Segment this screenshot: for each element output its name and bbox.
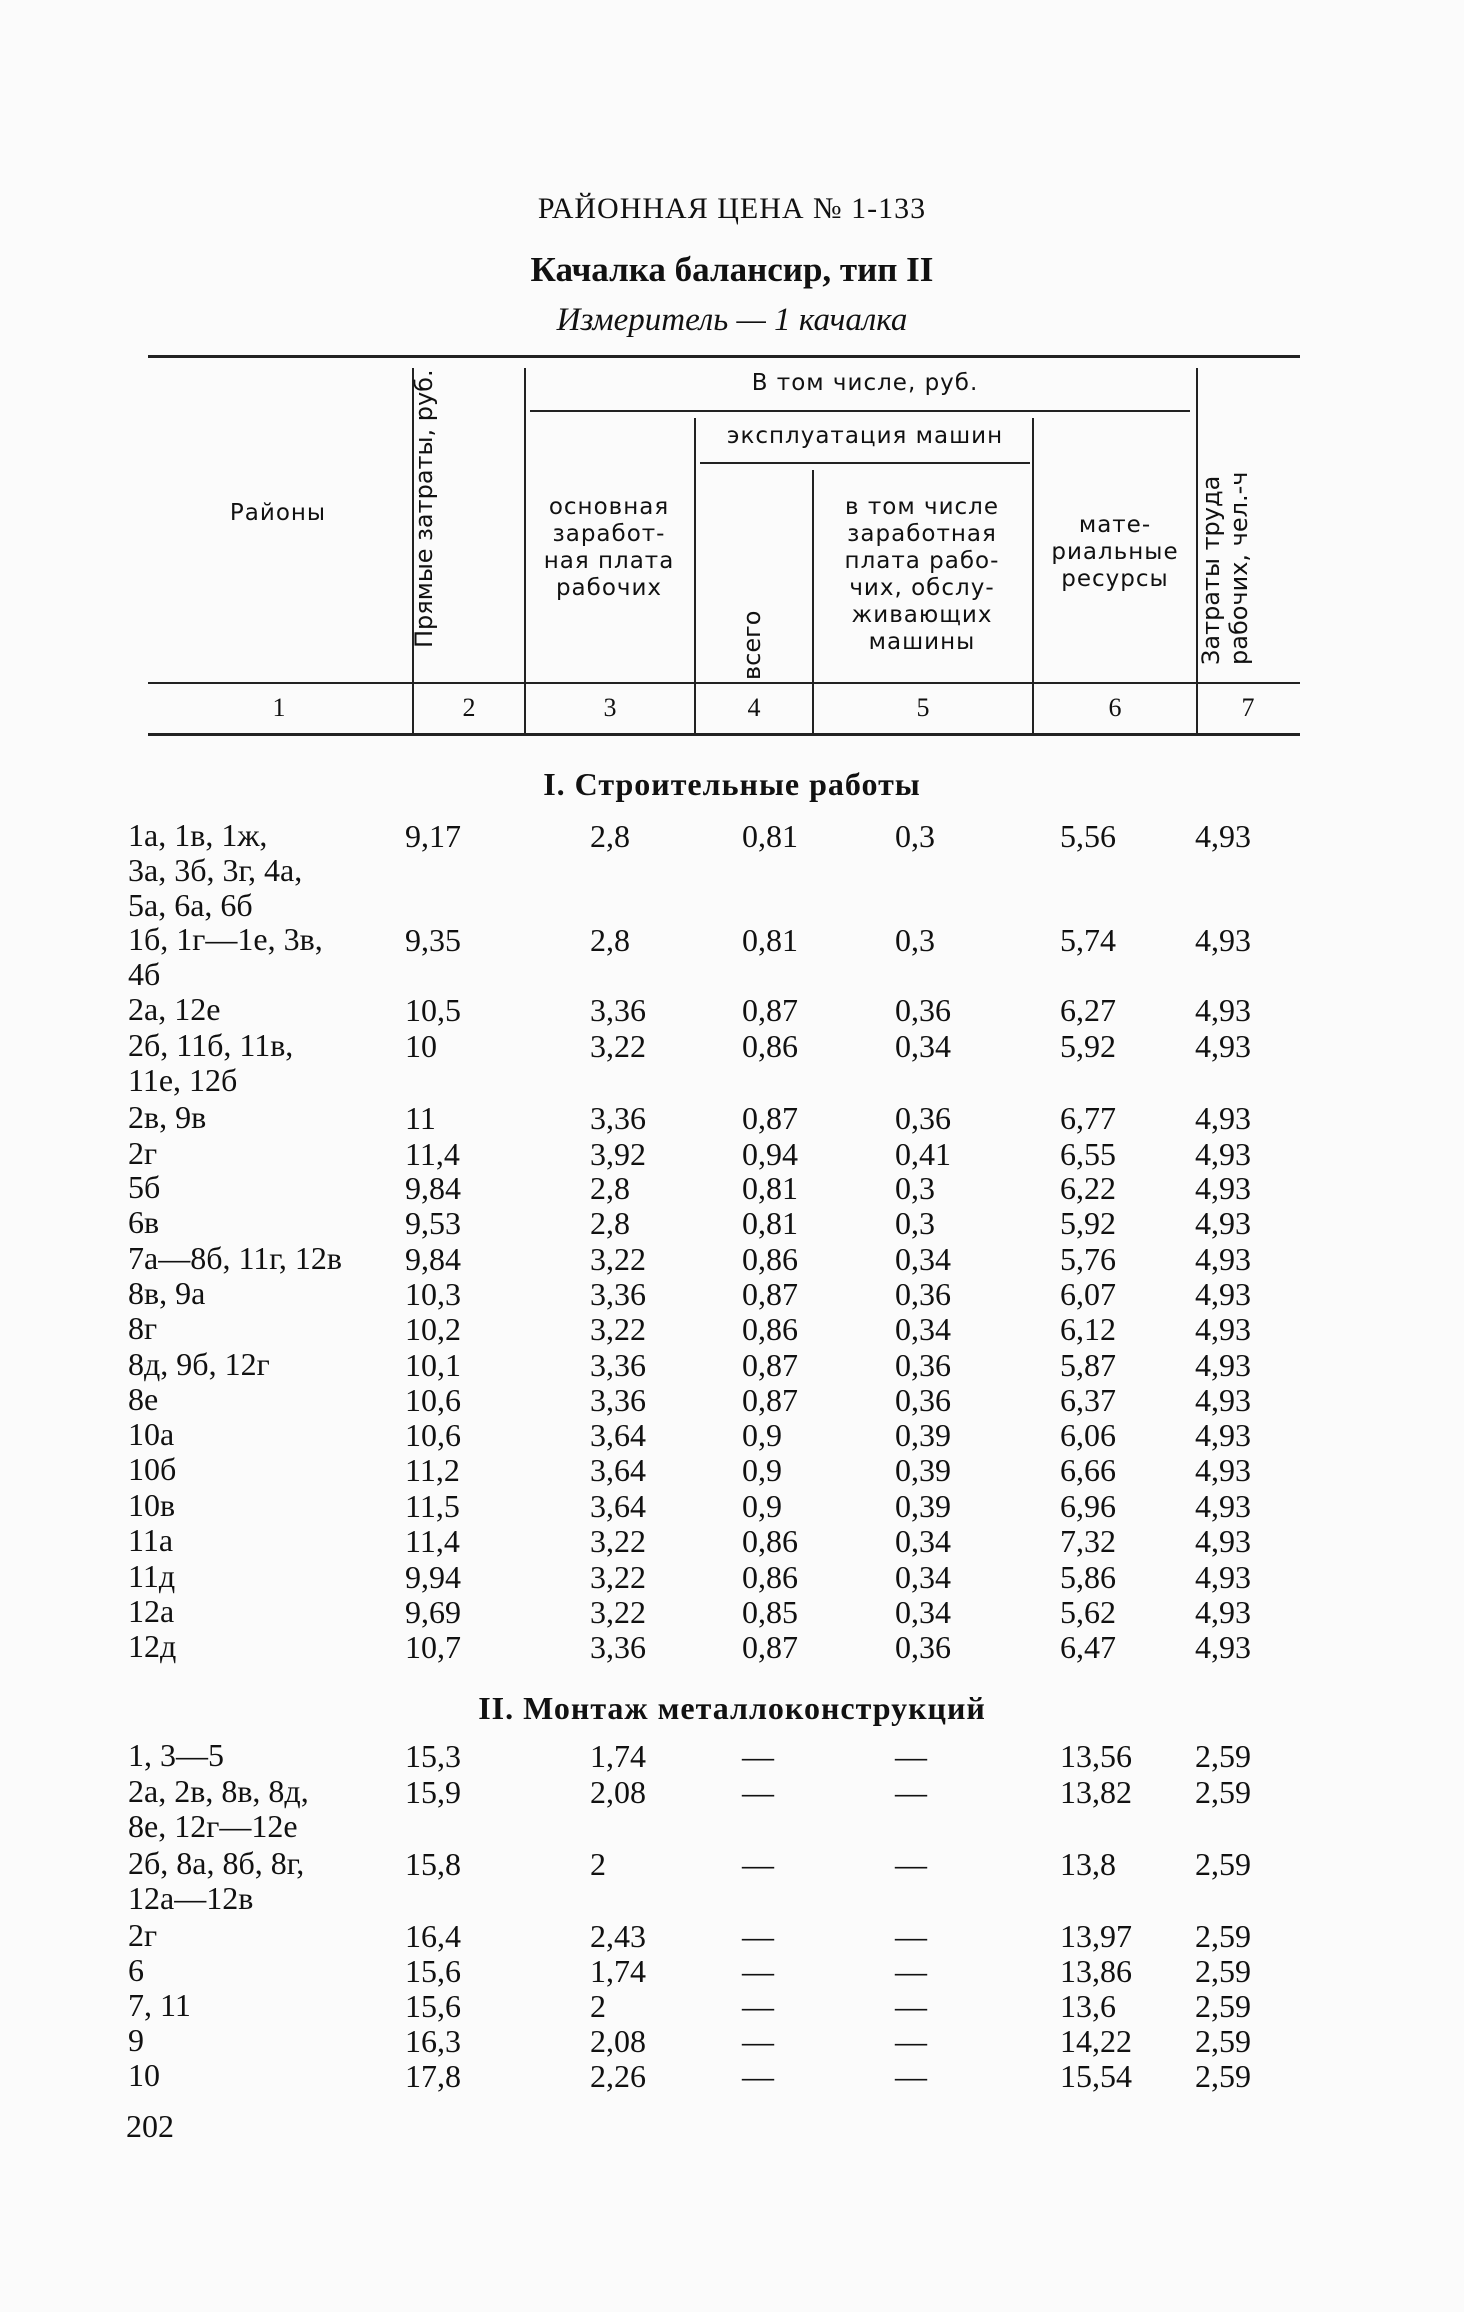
cell-direct: 9,84 [405, 1170, 461, 1206]
cell-labor: 2,59 [1195, 2023, 1251, 2059]
cell-labor: 4,93 [1195, 1311, 1251, 1347]
unit-subtitle: Измеритель — 1 качалка [556, 302, 908, 338]
cell-mwage: — [895, 1774, 927, 1810]
cell-mwage: 0,34 [895, 1559, 951, 1595]
cell-direct: 11,5 [405, 1488, 460, 1524]
cell-wage: 1,74 [590, 1953, 646, 1989]
cell-labor: 4,93 [1195, 1028, 1251, 1064]
item-name-title: Качалка балансир, тип II [530, 250, 934, 289]
cell-region: 12д [128, 1628, 177, 1664]
cell-total: 0,86 [742, 1028, 798, 1064]
cell-direct: 10,6 [405, 1382, 461, 1418]
cell-mwage: 0,3 [895, 1170, 935, 1206]
cell-direct: 9,35 [405, 922, 461, 958]
cell-mwage: — [895, 1918, 927, 1954]
cell-mwage: 0,34 [895, 1241, 951, 1277]
cell-materials: 13,8 [1060, 1846, 1116, 1882]
cell-wage: 3,36 [590, 1100, 646, 1136]
header-basic-wage: основная заработ-ная плата рабочих [543, 494, 675, 601]
cell-wage: 3,22 [590, 1241, 646, 1277]
cell-materials: 6,37 [1060, 1382, 1116, 1418]
machine-rule [700, 462, 1030, 464]
cell-mwage: 0,3 [895, 1205, 935, 1241]
header-total: всего [738, 610, 766, 680]
header-machine-operation: эксплуатация машин [726, 423, 1004, 449]
cell-total: 0,87 [742, 1276, 798, 1312]
cell-labor: 4,93 [1195, 992, 1251, 1028]
page-number: 202 [126, 2108, 174, 2144]
cell-total: 0,87 [742, 1347, 798, 1383]
cell-labor: 4,93 [1195, 1488, 1251, 1524]
cell-materials: 6,06 [1060, 1417, 1116, 1453]
cell-direct: 10,1 [405, 1347, 461, 1383]
cell-labor: 4,93 [1195, 1594, 1251, 1630]
cell-mwage: 0,39 [895, 1417, 951, 1453]
cell-wage: 2,08 [590, 2023, 646, 2059]
cell-materials: 13,56 [1060, 1738, 1132, 1774]
header-regions: Районы [229, 500, 327, 526]
cell-mwage: 0,34 [895, 1028, 951, 1064]
price-number-title: РАЙОННАЯ ЦЕНА № 1-133 [537, 192, 927, 225]
header-top-rule [148, 355, 1300, 358]
cell-mwage: 0,34 [895, 1311, 951, 1347]
cell-materials: 15,54 [1060, 2058, 1132, 2094]
cell-mwage: 0,36 [895, 1100, 951, 1136]
cell-total: 0,87 [742, 1100, 798, 1136]
cell-mwage: 0,3 [895, 818, 935, 854]
header-materials: мате-риальные ресурсы [1051, 512, 1179, 592]
cell-region: 11а [128, 1522, 174, 1558]
cell-wage: 3,36 [590, 1629, 646, 1665]
cell-materials: 13,6 [1060, 1988, 1116, 2024]
cell-materials: 5,92 [1060, 1205, 1116, 1241]
cell-labor: 4,93 [1195, 1347, 1251, 1383]
cell-wage: 2,8 [590, 1205, 630, 1241]
cell-labor: 2,59 [1195, 1953, 1251, 1989]
section-title: I. Строительные работы [543, 766, 921, 802]
cell-region: 2а, 2в, 8в, 8д, 8е, 12г—12е [128, 1773, 309, 1844]
cell-mwage: — [895, 1846, 927, 1882]
cell-mwage: 0,3 [895, 922, 935, 958]
cell-total: 0,81 [742, 818, 798, 854]
cell-wage: 3,64 [590, 1452, 646, 1488]
cell-total: — [742, 1988, 774, 2024]
cell-wage: 2,08 [590, 1774, 646, 1810]
cell-direct: 15,6 [405, 1988, 461, 2024]
cell-materials: 6,07 [1060, 1276, 1116, 1312]
cell-materials: 5,87 [1060, 1347, 1116, 1383]
cell-total: — [742, 1738, 774, 1774]
cell-labor: 4,93 [1195, 1136, 1251, 1172]
cell-direct: 11,4 [405, 1523, 460, 1559]
cell-direct: 10,3 [405, 1276, 461, 1312]
cell-total: 0,9 [742, 1452, 782, 1488]
cell-mwage: 0,36 [895, 1629, 951, 1665]
cell-wage: 2,43 [590, 1918, 646, 1954]
cell-labor: 2,59 [1195, 1774, 1251, 1810]
cell-materials: 13,97 [1060, 1918, 1132, 1954]
cell-materials: 6,77 [1060, 1100, 1116, 1136]
cell-labor: 2,59 [1195, 1738, 1251, 1774]
cell-wage: 1,74 [590, 1738, 646, 1774]
col-number-3: 3 [603, 693, 617, 722]
cell-direct: 9,17 [405, 818, 461, 854]
cell-materials: 14,22 [1060, 2023, 1132, 2059]
cell-materials: 6,66 [1060, 1452, 1116, 1488]
cell-mwage: 0,34 [895, 1523, 951, 1559]
cell-materials: 6,96 [1060, 1488, 1116, 1524]
cell-direct: 15,9 [405, 1774, 461, 1810]
cell-total: 0,9 [742, 1417, 782, 1453]
cell-region: 8г [128, 1310, 158, 1346]
cell-region: 2г [128, 1917, 158, 1953]
cell-region: 10 [128, 2057, 160, 2093]
cell-labor: 4,93 [1195, 1559, 1251, 1595]
cell-materials: 6,47 [1060, 1629, 1116, 1665]
cell-direct: 9,69 [405, 1594, 461, 1630]
cell-direct: 15,6 [405, 1953, 461, 1989]
header-direct-costs: Прямые затраты, руб. [410, 369, 438, 648]
cell-direct: 9,53 [405, 1205, 461, 1241]
cell-materials: 6,27 [1060, 992, 1116, 1028]
cell-materials: 5,74 [1060, 922, 1116, 958]
cell-mwage: 0,34 [895, 1594, 951, 1630]
cell-wage: 2,8 [590, 1170, 630, 1206]
cell-direct: 11,4 [405, 1136, 460, 1172]
cell-mwage: 0,39 [895, 1452, 951, 1488]
cell-wage: 2,26 [590, 2058, 646, 2094]
col-divider-3 [694, 418, 696, 733]
cell-mwage: 0,39 [895, 1488, 951, 1524]
cell-region: 9 [128, 2022, 144, 2058]
cell-total: 0,9 [742, 1488, 782, 1524]
cell-region: 11д [128, 1558, 176, 1594]
col-number-6: 6 [1108, 693, 1122, 722]
cell-region: 1а, 1в, 1ж, 3а, 3б, 3г, 4а, 5а, 6а, 6б [128, 817, 303, 923]
cell-direct: 10,7 [405, 1629, 461, 1665]
cell-direct: 17,8 [405, 2058, 461, 2094]
cell-wage: 3,22 [590, 1594, 646, 1630]
cell-wage: 3,22 [590, 1559, 646, 1595]
cell-mwage: — [895, 2023, 927, 2059]
cell-region: 6 [128, 1952, 144, 1988]
cell-materials: 6,22 [1060, 1170, 1116, 1206]
cell-region: 2а, 12е [128, 991, 221, 1027]
col-number-2: 2 [462, 693, 476, 722]
cell-total: — [742, 1953, 774, 1989]
cell-region: 5б [128, 1169, 161, 1205]
cell-materials: 5,76 [1060, 1241, 1116, 1277]
cell-wage: 3,36 [590, 1347, 646, 1383]
cell-labor: 2,59 [1195, 2058, 1251, 2094]
cell-total: — [742, 1918, 774, 1954]
cell-wage: 3,64 [590, 1417, 646, 1453]
cell-mwage: 0,41 [895, 1136, 951, 1172]
col-divider-2 [524, 368, 526, 733]
header-including: В том числе, руб. [751, 370, 979, 396]
cell-wage: 2,8 [590, 922, 630, 958]
cell-materials: 5,62 [1060, 1594, 1116, 1630]
cell-region: 7, 11 [128, 1987, 191, 2023]
cell-region: 7а—8б, 11г, 12в [128, 1240, 342, 1276]
cell-wage: 3,36 [590, 1382, 646, 1418]
cell-region: 2г [128, 1135, 158, 1171]
cell-region: 2б, 8а, 8б, 8г, 12а—12в [128, 1845, 305, 1916]
cell-region: 6в [128, 1204, 160, 1240]
cell-wage: 2 [590, 1988, 606, 2024]
cell-mwage: — [895, 1988, 927, 2024]
cell-mwage: 0,36 [895, 1276, 951, 1312]
cell-total: — [742, 2058, 774, 2094]
cell-region: 2в, 9в [128, 1099, 207, 1135]
cell-labor: 4,93 [1195, 1205, 1251, 1241]
cell-total: 0,86 [742, 1241, 798, 1277]
col-number-5: 5 [916, 693, 930, 722]
cell-total: 0,81 [742, 922, 798, 958]
cell-materials: 13,86 [1060, 1953, 1132, 1989]
header-bottom-rule [148, 733, 1300, 736]
cell-labor: 4,93 [1195, 1241, 1251, 1277]
cell-total: 0,81 [742, 1170, 798, 1206]
cell-wage: 3,36 [590, 1276, 646, 1312]
cell-direct: 10 [405, 1028, 437, 1064]
cell-labor: 4,93 [1195, 1276, 1251, 1312]
cell-materials: 5,86 [1060, 1559, 1116, 1595]
cell-wage: 3,22 [590, 1028, 646, 1064]
cell-materials: 6,12 [1060, 1311, 1116, 1347]
cell-direct: 9,84 [405, 1241, 461, 1277]
including-rule [530, 410, 1190, 412]
cell-labor: 4,93 [1195, 922, 1251, 958]
cell-region: 8е [128, 1381, 159, 1417]
cell-materials: 5,92 [1060, 1028, 1116, 1064]
cell-direct: 15,3 [405, 1738, 461, 1774]
cell-mwage: — [895, 1738, 927, 1774]
cell-total: — [742, 1774, 774, 1810]
cell-total: 0,87 [742, 992, 798, 1028]
cell-mwage: 0,36 [895, 992, 951, 1028]
cell-materials: 7,32 [1060, 1523, 1116, 1559]
cell-labor: 4,93 [1195, 1170, 1251, 1206]
cell-direct: 16,4 [405, 1918, 461, 1954]
header-labor: Затраты труда рабочих, чел.-ч [1197, 471, 1253, 665]
cell-region: 1б, 1г—1е, 3в, 4б [128, 921, 323, 992]
cell-materials: 6,55 [1060, 1136, 1116, 1172]
cell-total: — [742, 1846, 774, 1882]
cell-labor: 4,93 [1195, 1629, 1251, 1665]
cell-total: 0,81 [742, 1205, 798, 1241]
cell-total: 0,94 [742, 1136, 798, 1172]
cell-mwage: 0,36 [895, 1382, 951, 1418]
col-number-1: 1 [272, 693, 286, 722]
cell-direct: 11 [405, 1100, 436, 1136]
col-divider-5 [1032, 418, 1034, 733]
section-title: II. Монтаж металлоконструкций [478, 1690, 986, 1726]
cell-mwage: — [895, 2058, 927, 2094]
cell-wage: 3,92 [590, 1136, 646, 1172]
cell-wage: 3,22 [590, 1523, 646, 1559]
cell-direct: 10,5 [405, 992, 461, 1028]
cell-direct: 16,3 [405, 2023, 461, 2059]
cell-region: 8д, 9б, 12г [128, 1346, 270, 1382]
cell-labor: 2,59 [1195, 1988, 1251, 2024]
cell-labor: 4,93 [1195, 1417, 1251, 1453]
cell-direct: 9,94 [405, 1559, 461, 1595]
cell-direct: 11,2 [405, 1452, 460, 1488]
cell-wage: 3,36 [590, 992, 646, 1028]
cell-wage: 2,8 [590, 818, 630, 854]
cell-total: — [742, 2023, 774, 2059]
cell-region: 10а [128, 1416, 175, 1452]
cell-labor: 2,59 [1195, 1918, 1251, 1954]
cell-total: 0,86 [742, 1523, 798, 1559]
header-incl-machine-wage: в том числе заработная плата рабо-чих, обслу-живающих машины [844, 494, 1000, 655]
cell-region: 2б, 11б, 11в, 11е, 12б [128, 1027, 294, 1098]
cell-materials: 5,56 [1060, 818, 1116, 854]
cell-total: 0,87 [742, 1629, 798, 1665]
col-number-4: 4 [747, 693, 761, 722]
cell-total: 0,85 [742, 1594, 798, 1630]
cell-labor: 4,93 [1195, 1100, 1251, 1136]
cell-total: 0,86 [742, 1311, 798, 1347]
cell-labor: 2,59 [1195, 1846, 1251, 1882]
cell-labor: 4,93 [1195, 1523, 1251, 1559]
cell-labor: 4,93 [1195, 1382, 1251, 1418]
cell-direct: 10,2 [405, 1311, 461, 1347]
cell-wage: 3,22 [590, 1311, 646, 1347]
cell-labor: 4,93 [1195, 818, 1251, 854]
cell-direct: 10,6 [405, 1417, 461, 1453]
cell-mwage: 0,36 [895, 1347, 951, 1383]
cell-region: 1, 3—5 [128, 1737, 224, 1773]
cell-labor: 4,93 [1195, 1452, 1251, 1488]
cell-total: 0,87 [742, 1382, 798, 1418]
cell-total: 0,86 [742, 1559, 798, 1595]
cell-region: 10б [128, 1451, 177, 1487]
cell-region: 8в, 9а [128, 1275, 206, 1311]
cell-wage: 3,64 [590, 1488, 646, 1524]
cell-materials: 13,82 [1060, 1774, 1132, 1810]
cell-mwage: — [895, 1953, 927, 1989]
col-number-7: 7 [1241, 693, 1255, 722]
cell-region: 12а [128, 1593, 175, 1629]
cell-region: 10в [128, 1487, 176, 1523]
header-mid-rule [148, 682, 1300, 684]
cell-wage: 2 [590, 1846, 606, 1882]
cell-direct: 15,8 [405, 1846, 461, 1882]
